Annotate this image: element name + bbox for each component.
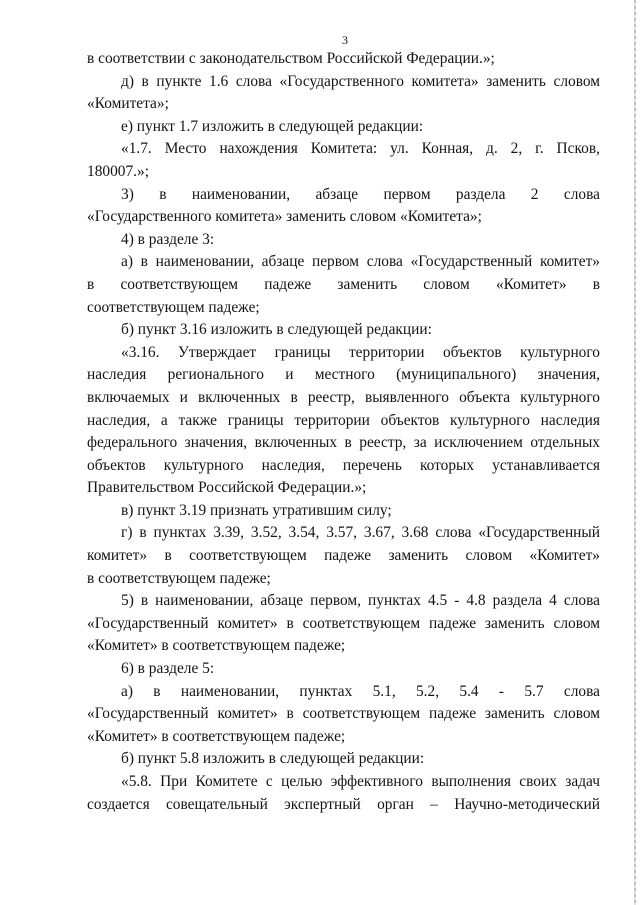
text-line: в) пункт 3.19 признать утратившим силу; <box>121 501 392 519</box>
text-line: в соответствии с законодательством Российской Федерации.»; <box>87 50 495 67</box>
text-line: 5) в наименовании, абзаце первом, пунктах 4.5 - 4.8 раздела 4 слова <box>121 592 600 610</box>
text-line: а) в наименовании, абзаце первом слова «Государственный комитет» <box>121 253 600 271</box>
text-line: 3) в наименовании, абзаце первом раздела 2 слова <box>121 185 600 203</box>
text-line: «1.7. Место нахождения Комитета: ул. Конная, д. 2, г. Псков, <box>121 140 600 158</box>
text-line: соответствующем падеже; <box>87 298 260 316</box>
text-line: д) в пункте 1.6 слова «Государственного комитета» заменить словом <box>121 72 600 90</box>
text-line: «5.8. При Комитете с целью эффективного выполнения своих задач <box>121 773 600 790</box>
page-number: 3 <box>342 33 348 47</box>
text-line: наследия регионального и местного (муниципального) значения, <box>87 366 600 384</box>
text-line: г) в пунктах 3.39, 3.52, 3.54, 3.57, 3.67, 3.68 слова «Государственный <box>121 524 600 542</box>
text-line: федерального значения, включенных в реестр, за исключением отдельных <box>87 434 600 452</box>
text-line: «Комитет» в соответствующем падеже; <box>87 637 346 655</box>
text-line: е) пункт 1.7 изложить в следующей редакции: <box>121 117 424 135</box>
text-line: «Государственного комитета» заменить словом «Комитета»; <box>87 208 482 226</box>
text-line: а) в наименовании, пунктах 5.1, 5.2, 5.4 - 5.7 слова <box>121 682 600 700</box>
text-line: создается совещательный экспертный орган – Научно-методический <box>87 795 600 813</box>
text-line: 180007.»; <box>87 162 149 180</box>
text-line: «Комитета»; <box>87 95 169 113</box>
text-line: в соответствующем падеже заменить словом «Комитет» в <box>87 275 600 293</box>
text-line: «Комитет» в соответствующем падеже; <box>87 727 346 745</box>
text-line: объектов культурного наследия, перечень которых устанавливается <box>87 456 600 474</box>
text-line: 6) в разделе 5: <box>121 660 215 678</box>
text-line: включаемых и включенных в реестр, выявленного объекта культурного <box>87 388 600 406</box>
text-line: б) пункт 3.16 изложить в следующей редакции: <box>121 321 432 339</box>
text-line: наследия, а также границы территории объектов культурного наследия <box>87 411 600 429</box>
text-line: Правительством Российской Федерации.»; <box>87 479 367 497</box>
text-line: комитет» в соответствующем падеже заменить словом «Комитет» <box>87 547 600 565</box>
text-line: 4) в разделе 3: <box>121 230 215 248</box>
text-line: в соответствующем падеже; <box>87 569 271 587</box>
text-line: «Государственный комитет» в соответствующем падеже заменить словом <box>87 614 600 632</box>
text-line: «Государственный комитет» в соответствующем падеже заменить словом <box>87 705 600 723</box>
text-line: б) пункт 5.8 изложить в следующей редакции: <box>121 750 425 768</box>
scan-edge-artifact <box>634 0 636 905</box>
document-body <box>87 48 600 816</box>
text-line: «3.16. Утверждает границы территории объектов культурного <box>121 343 600 361</box>
